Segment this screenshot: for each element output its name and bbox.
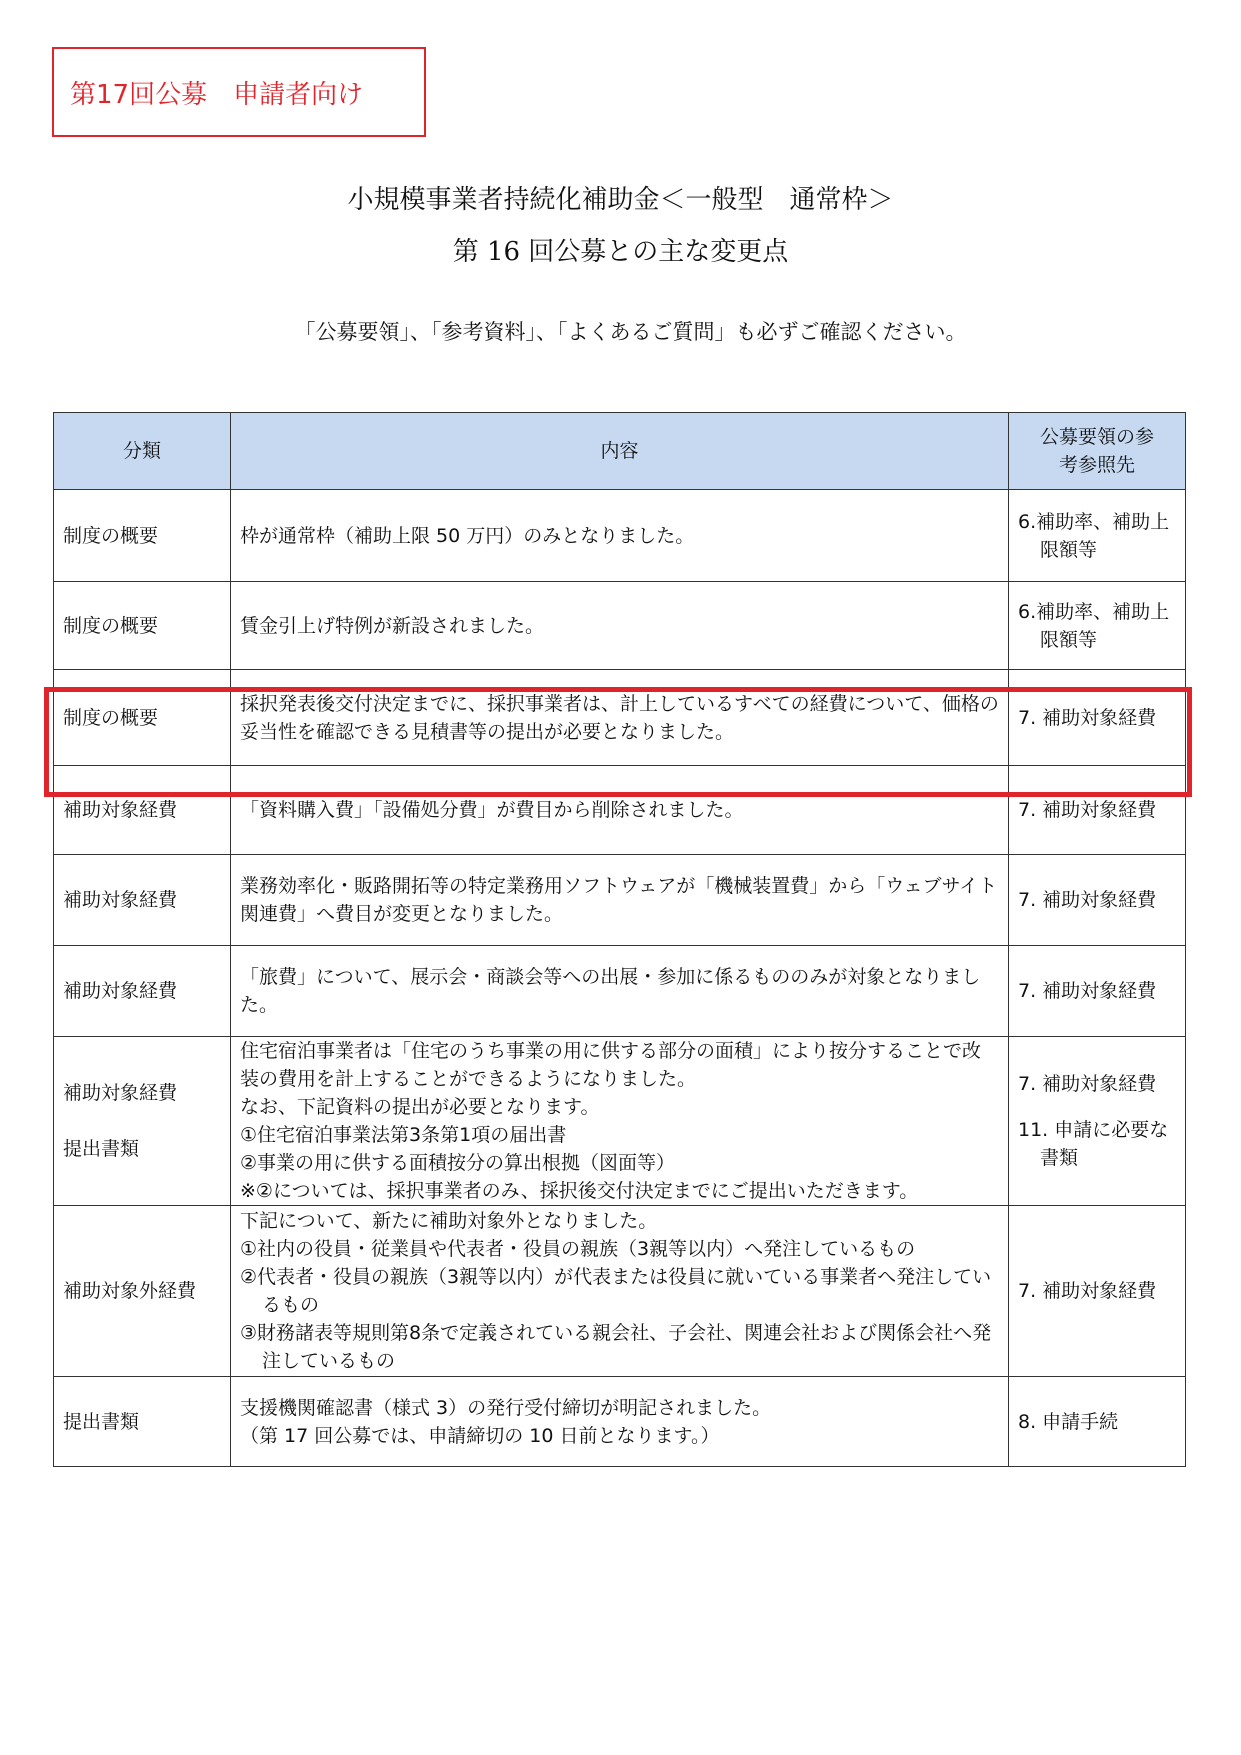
row-content-line: 採択発表後交付決定までに、採択事業者は、計上しているすべての経費について、価格の妥当性を確認できる見積書等の提出が必要となりました。 — [240, 692, 999, 743]
row-category-label: 制度の概要 — [63, 706, 159, 729]
row-category-label: 補助対象経費 — [63, 980, 178, 1002]
row-content-line: （第 17 回公募では、申請締切の 10 日前となります。） — [240, 1424, 720, 1447]
table-row — [54, 490, 1186, 582]
audience-badge: 第17回公募 申請者向け — [52, 47, 426, 137]
row-category-label: 補助対象経費 — [63, 799, 178, 821]
title-line-1: 小規模事業者持続化補助金＜一般型 通常枠＞ — [347, 185, 894, 215]
row-content-line: 「旅費」について、展示会・商談会等への出展・参加に係るもののみが対象となりました。 — [240, 966, 981, 1016]
header-content: 内容 — [231, 413, 1009, 490]
table-row — [54, 766, 1186, 855]
table-row — [54, 582, 1186, 670]
row-content-line: 下記について、新たに補助対象外となりました。 — [240, 1210, 658, 1232]
row-reference — [1009, 1206, 1186, 1377]
row-category-label: 提出書類 — [63, 1138, 140, 1160]
table-row — [54, 1206, 1186, 1377]
row-reference-item: 8. 申請手続 — [1018, 1410, 1119, 1433]
row-category-label: 補助対象経費 — [63, 889, 178, 911]
row-reference-item: 7. 補助対象経費 — [1018, 799, 1157, 821]
row-category — [54, 1037, 231, 1206]
row-category — [54, 855, 231, 946]
header-reference-line-1: 公募要領の参 — [1039, 426, 1154, 448]
row-reference — [1009, 946, 1186, 1037]
row-content — [231, 670, 1009, 766]
row-category-label: 補助対象外経費 — [63, 1280, 197, 1302]
row-category — [54, 766, 231, 855]
row-content-line: 枠が通常枠（補助上限 50 万円）のみとなりました。 — [240, 524, 695, 547]
row-content-line: 賃金引上げ特例が新設されました。 — [240, 614, 545, 637]
row-reference-item: 7. 補助対象経費 — [1018, 1073, 1157, 1095]
row-category-label: 制度の概要 — [63, 524, 159, 547]
row-category-label: 提出書類 — [63, 1410, 140, 1433]
row-reference-item: 11. 申請に必要な書類 — [1018, 1119, 1169, 1169]
row-category — [54, 1377, 231, 1467]
row-reference — [1009, 582, 1186, 670]
row-category-label: 補助対象経費 — [63, 1082, 178, 1104]
row-content — [231, 1037, 1009, 1206]
row-category — [54, 1206, 231, 1377]
row-content-line: ※②については、採択事業者のみ、採択後交付決定までにご提出いただきます。 — [240, 1180, 919, 1202]
changes-table — [53, 412, 1186, 1467]
confirmation-note: 「公募要領」、「参考資料」、「よくあるご質問」も必ずご確認ください。 — [294, 320, 967, 344]
row-reference-item: 6.補助率、補助上限額等 — [1018, 510, 1170, 561]
row-reference-item: 6.補助率、補助上限額等 — [1018, 600, 1170, 651]
table-row — [54, 1377, 1186, 1467]
row-category — [54, 946, 231, 1037]
table-body — [54, 490, 1186, 1467]
row-reference — [1009, 490, 1186, 582]
row-reference-item: 7. 補助対象経費 — [1018, 889, 1157, 911]
row-reference — [1009, 1037, 1186, 1206]
row-content — [231, 766, 1009, 855]
row-content — [231, 582, 1009, 670]
row-reference-item: 7. 補助対象経費 — [1018, 706, 1157, 729]
row-reference-item: 7. 補助対象経費 — [1018, 1280, 1157, 1302]
row-category-label: 制度の概要 — [63, 614, 159, 637]
row-content — [231, 1206, 1009, 1377]
table-row — [54, 946, 1186, 1037]
row-reference — [1009, 1377, 1186, 1467]
table-row — [54, 670, 1186, 766]
row-content — [231, 855, 1009, 946]
row-content-line: なお、下記資料の提出が必要となります。 — [240, 1096, 600, 1118]
row-reference-item: 7. 補助対象経費 — [1018, 980, 1157, 1002]
header-reference-line-2: 考参照先 — [1058, 454, 1135, 476]
row-category — [54, 670, 231, 766]
title-line-2: 第 16 回公募との主な変更点 — [452, 237, 789, 267]
row-category — [54, 490, 231, 582]
header-reference — [1009, 413, 1186, 490]
row-content — [231, 490, 1009, 582]
row-content-line: 業務効率化・販路開拓等の特定業務用ソフトウェアが「機械装置費」から「ウェブサイト関連費」へ費目が変更となりました。 — [240, 875, 998, 925]
table-header-row — [54, 413, 1186, 490]
row-content-line: 住宅宿泊事業者は「住宅のうち事業の用に供する部分の面積」により按分することで改装の費用を計上することができるようになりました。 — [240, 1040, 982, 1090]
row-content-line: 「資料購入費」「設備処分費」が費目から削除されました。 — [240, 799, 744, 821]
row-reference — [1009, 855, 1186, 946]
row-content-line: ②事業の用に供する面積按分の算出根拠（図面等） — [240, 1152, 676, 1174]
table-row — [54, 855, 1186, 946]
row-content-line: 支援機関確認書（様式 3）の発行受付締切が明記されました。 — [240, 1396, 772, 1419]
row-content — [231, 1377, 1009, 1467]
header-category: 分類 — [54, 413, 231, 490]
row-reference — [1009, 766, 1186, 855]
row-content — [231, 946, 1009, 1037]
row-content-line: ③財務諸表等規則第8条で定義されている親会社、子会社、関連会社および関係会社へ発注しているもの — [240, 1322, 992, 1372]
row-content-line: ①住宅宿泊事業法第3条第1項の届出書 — [240, 1124, 567, 1146]
row-content-line: ②代表者・役員の親族（3親等以内）が代表または役員に就いている事業者へ発注しているもの — [240, 1266, 992, 1316]
table-row — [54, 1037, 1186, 1206]
document-title — [0, 174, 1241, 278]
row-category — [54, 582, 231, 670]
row-reference — [1009, 670, 1186, 766]
row-content-line: ①社内の役員・従業員や代表者・役員の親族（3親等以内）へ発注しているもの — [240, 1238, 916, 1260]
